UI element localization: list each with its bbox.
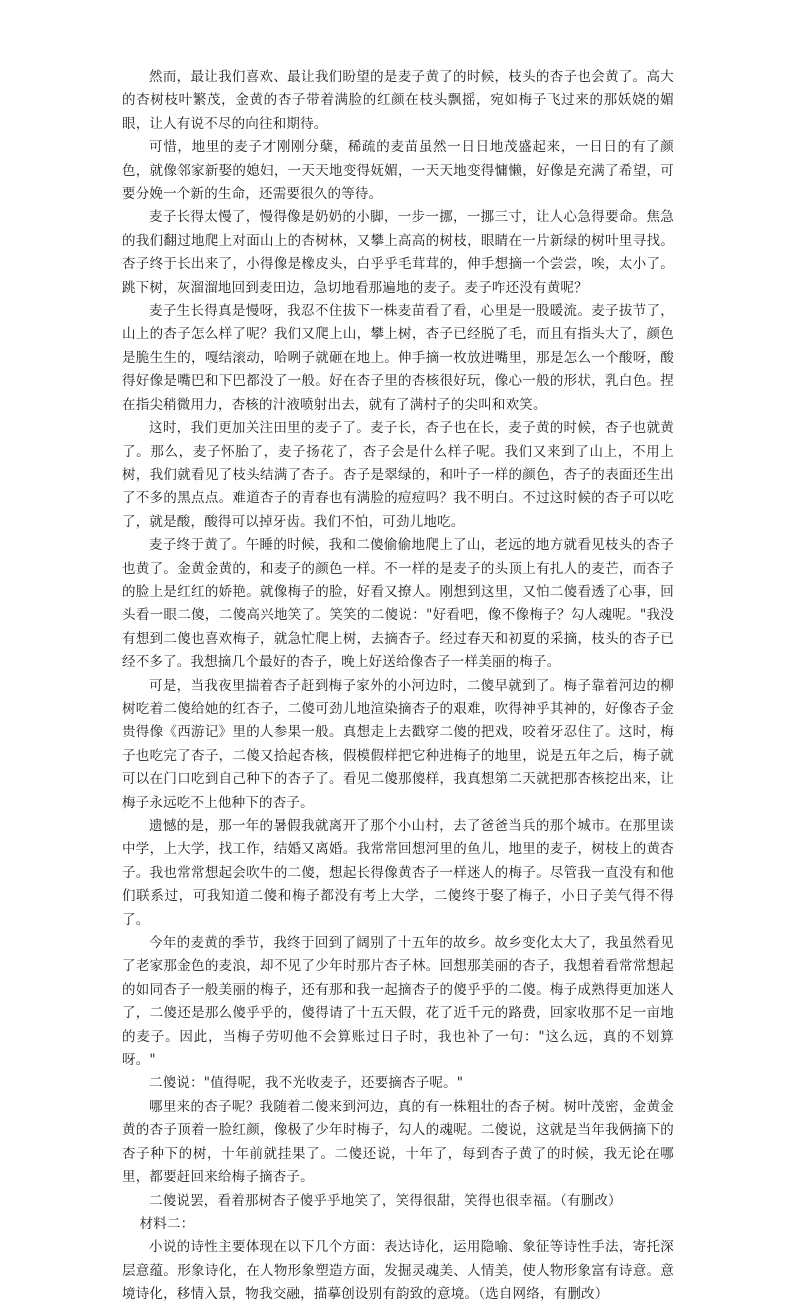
paragraph: 遗憾的是，那一年的暑假我就离开了那个小山村，去了爸爸当兵的那个城市。在那里读中学，上大学，找工作，结婚又离婚。我常常回想河里的鱼儿，地里的麦子，树枝上的黄杏子。我也常常想起会吹牛的二傻，想起长得像黄杏子一样迷人的梅子。尽管我一直没有和他们联系过，可我知道二傻和梅子都没有考上大学，二傻终于娶了梅子，小日子美气得不得了。 [122, 818, 674, 928]
paragraph: 二傻说："值得呢，我不光收麦子，还要摘杏子呢。" [149, 1075, 464, 1092]
paragraph: 二傻说罢，看着那树杏子傻乎乎地笑了，笑得很甜，笑得也很幸福。（有删改） [149, 1192, 622, 1209]
paragraph: 这时，我们更加关注田里的麦子了。麦子长，杏子也在长，麦子黄的时候，杏子也就黄了。那么，麦子怀胎了，麦子扬花了，杏子会是什么样子呢。我们又来到了山上，不用上树，我们就看见了枝头结满了杏子。杏子是翠绿的，和叶子一样的颜色，杏子的表面还生出了不多的黑点点。难道杏子的青春也有满脸的痘痘吗？我不明白。不过这时候的杏子可以吃了，就是酸，酸得可以掉牙齿。我们不怕，可劲儿地吃。 [122, 420, 674, 530]
paragraph: 今年的麦黄的季节，我终于回到了阔别了十五年的故乡。故乡变化太大了，我虽然看见了老家那金色的麦浪，却不见了少年时那片杏子林。回想那美丽的杏子，我想着看常常想起的如同杏子一般美丽的梅子，还有那和我一起摘杏子的傻乎乎的二傻。梅子成熟得更加迷人了，二傻还是那么傻乎乎的，傻得请了十五天假，花了近千元的路费，回家收那不足一亩地的麦子。因此，当梅子劳叨他不会算账过日子时，我也补了一句："这么远，真的不划算呀。" [122, 935, 674, 1069]
paragraph: 麦子生长得真是慢呀，我忍不住拔下一株麦苗看了看，心里是一股暖流。麦子拔节了，山上的杏子怎么样了呢？我们又爬上山，攀上树，杏子已经脱了毛，而且有指头大了，颜色是脆生生的，嘎结滚动，哈咧子就砸在地上。伸手摘一枚放进嘴里，那是怎么一个酸呀，酸得好像是嘴巴和下巴都没了一般。好在杏子里的杏核很好玩，像心一般的形状，乳白色。捏在指尖稍微用力，杏核的汁液喷射出去，就有了满村子的尖叫和欢笑。 [122, 303, 674, 413]
paragraph: 麦子长得太慢了，慢得像是奶奶的小脚，一步一挪，一挪三寸，让人心急得要命。焦急的我们翻过地爬上对面山上的杏树林，又攀上高高的树枝，眼睛在一片新绿的树叶里寻找。杏子终于长出来了，小得像是橡皮头，白乎乎毛茸茸的，伸手想摘一个尝尝，唉，太小了。跳下树，灰溜溜地回到麦田边，急切地看那遍地的麦子。麦子咋还没有黄呢？ [122, 209, 674, 296]
paragraph: 哪里来的杏子呢？我随着二傻来到河边，真的有一株粗壮的杏子树。树叶茂密，金黄金黄的杏子顶着一脸红颜，像极了少年时梅子，勾人的魂呢。二傻说，这就是当年我俩摘下的杏子种下的树，十年前就挂果了。二傻还说，十年了，每到杏子黄了的时候，我无论在哪里，都要赶回来给梅子摘杏子。 [122, 1098, 674, 1186]
paragraph: 然而，最让我们喜欢、最让我们盼望的是麦子黄了的时候，枝头的杏子也会黄了。高大的杏树枝叶繁茂，金黄的杏子带着满脸的红颜在枝头飘摇，宛如梅子飞过来的那妖娆的媚眼，让人有说不尽的向往和期待。 [122, 69, 674, 132]
paragraph: 可是，当我夜里揣着杏子赶到梅子家外的小河边时，二傻早就到了。梅子靠着河边的柳树吃着二傻给她的红杏子，二傻可劲儿地渲染摘杏子的艰难，吹得神乎其神的，好像杏子金贵得像《西游记》里的人参果一般。真想走上去戳穿二傻的把戏，咬着牙忍住了。这时，梅子也吃完了杏子，二傻又拾起杏核，假模假样把它种进梅子的地里，说是五年之后，梅子就可以在门口吃到自己种下的杏子了。看见二傻那傻样，我真想第二天就把那杏核挖出来，让梅子永远吃不上他种下的杏子。 [122, 677, 674, 811]
material-label: 材料二： [139, 1215, 195, 1232]
paragraph: 可惜，地里的麦子才刚刚分蘖，稀疏的麦苗虽然一日日地茂盛起来，一日日的有了颜色，就像邻家新娶的媳妇，一天天地变得妩媚，一天天地变得慵懒，好像是充满了希望，可要分娩一个新的生命，还需要很久的等待。 [122, 139, 674, 203]
paragraph: 麦子终于黄了。午睡的时候，我和二傻偷偷地爬上了山，老远的地方就看见枝头的杏子也黄了。金黄金黄的，和麦子的颜色一样。不一样的是麦子的头顶上有扎人的麦芒，而杏子的脸上是红红的娇艳。就像梅子的脸，好看又撩人。刚想到这里，又怕二傻看透了心事，回头看一眼二傻，二傻高兴地笑了。笑笑的二傻说："好看吧，像不像梅子？勾人魂呢。"我没有想到二傻也喜欢梅子，就急忙爬上树，去摘杏子。经过春天和初夏的采摘，枝头的杏子已经不多了。我想摘几个最好的杏子，晚上好送给像杏子一样美丽的梅子。 [122, 537, 674, 671]
material-paragraph: 小说的诗性主要体现在以下几个方面：表达诗化，运用隐喻、象征等诗性手法，寄托深层意蕴。形象诗化，在人物形象塑造方面，发掘灵魂美、人情美，使人物形象富有诗意。意境诗化，移情入景，物我交融，描摹创设别有韵致的意境。（选自网络，有删改） [122, 1239, 674, 1303]
document-body [122, 66, 674, 1307]
